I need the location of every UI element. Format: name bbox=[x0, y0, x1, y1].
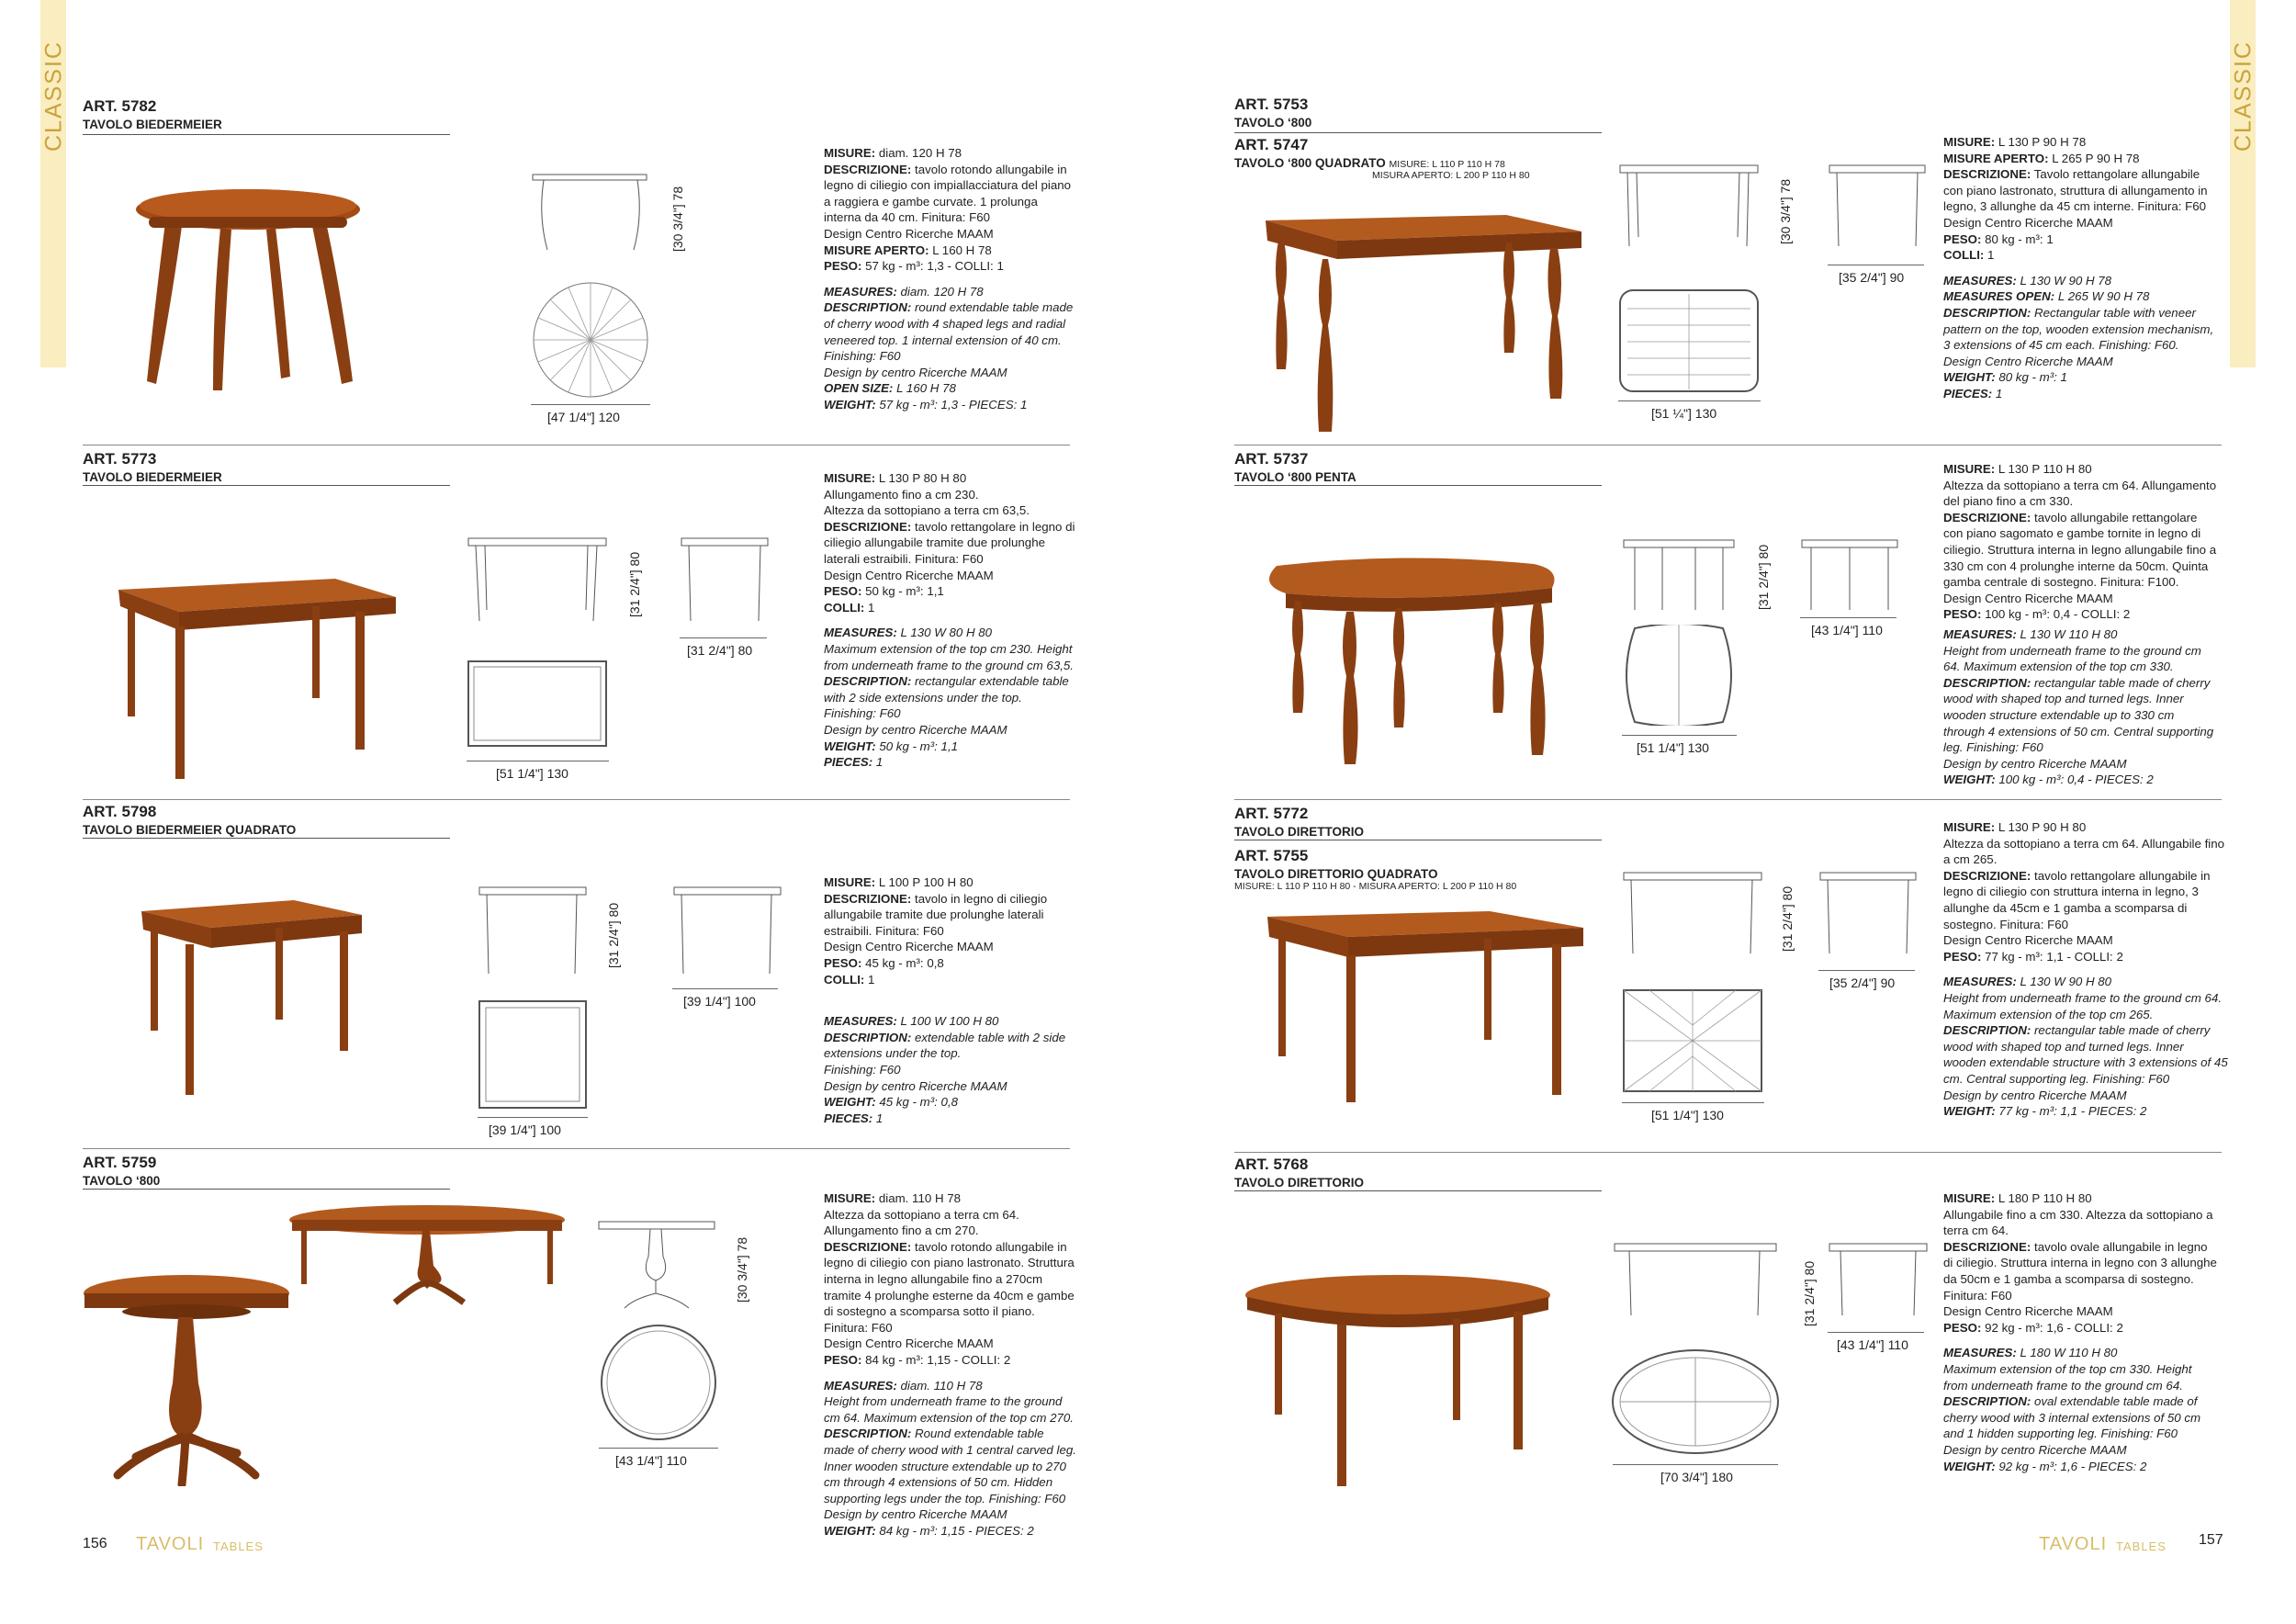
drawing-top-5782 bbox=[531, 280, 650, 400]
desc-en: MEASURES: diam. 120 H 78 DESCRIPTION: round extendable table made of cherry wood with 4 shaped legs and radial veneered top. 1 internal extension of 40 cm. Finishing: F60 Design by centro Ricerche MAAM OPEN SIZE: L 160 H 78 WEIGHT: 57 kg - m³: 1,3 - PIECES: 1 bbox=[824, 284, 1074, 412]
section-divider bbox=[83, 799, 1070, 800]
drawing-side-5798 bbox=[478, 885, 588, 977]
product-name: TAVOLO ‘800 QUADRATO MISURE: L 110 P 110 H 78 bbox=[1234, 156, 1505, 170]
description-5773 bbox=[824, 470, 1076, 771]
measures-line: MISURE: L 110 P 110 H 78 bbox=[1389, 159, 1505, 170]
dim-depth-5798: [39 1/4"] 100 bbox=[683, 994, 756, 1009]
dim-width-5755: [51 1/4"] 130 bbox=[1651, 1108, 1724, 1122]
title-underline bbox=[83, 485, 450, 486]
footer-title-right: TAVOLI bbox=[2039, 1534, 2108, 1554]
description-5737 bbox=[1943, 461, 2219, 788]
dim-width-5773: [51 1/4"] 130 bbox=[496, 766, 568, 781]
product-photo-5768 bbox=[1242, 1273, 1554, 1490]
drawing-front-5755 bbox=[1818, 871, 1918, 957]
desc-en: MEASURES: diam. 110 H 78 Height from underneath frame to the ground cm 64. Maximum extension of the top cm 270. DESCRIPTION: Round extendable table made of cherry wood with 1 central carved leg. Inner wooden structure extendable up to 270 cm through 4 extensions of 50 cm. Hidden supporting legs under the top. Finishing: F60 Design by centro Ricerche MAAM WEIGHT: 84 kg - m³: 1,15 - PIECES: 2 bbox=[824, 1378, 1076, 1538]
description-5759 bbox=[824, 1190, 1076, 1539]
title-underline bbox=[1234, 1190, 1602, 1191]
art-number: ART. 5759 bbox=[83, 1154, 157, 1171]
product-name: TAVOLO BIEDERMEIER bbox=[83, 118, 222, 131]
product-photo-5773 bbox=[115, 579, 400, 781]
product-photo-5759 bbox=[81, 1273, 292, 1486]
dim-line bbox=[1828, 1332, 1924, 1333]
dim-height-5747: [30 3/4"] 78 bbox=[1778, 178, 1793, 244]
description-5772 bbox=[1943, 819, 2228, 1120]
product-5747 bbox=[1234, 136, 1530, 181]
dim-width-5747: [51 ¼"] 130 bbox=[1651, 406, 1717, 421]
drawing-top-5759 bbox=[599, 1323, 718, 1442]
desc-en: MEASURES: L 130 W 90 H 78 MEASURES OPEN: L 265 W 90 H 78 DESCRIPTION: Rectangular table with veneer pattern on the top, wooden extension mechanism, 3 extensions of 45 cm each. Finishing: F60. Design Centro Ricerche MAAM WEIGHT: 80 kg - m³: 1 PIECES: 1 bbox=[1943, 273, 2214, 400]
desc-en: MEASURES: L 130 W 110 H 80 Height from underneath frame to the ground cm 64. Maximum extension of the top cm 330. DESCRIPTION: rectangular table made of cherry wood with shaped top and turned legs. Inner wooden structure extendable up to 330 cm through 4 extensions of 50 cm. Central supporting leg. Finishing: F60 Design by centro Ricerche MAAM WEIGHT: 100 kg - m³: 0,4 - PIECES: 2 bbox=[1943, 626, 2214, 787]
product-name: TAVOLO ‘800 bbox=[83, 1174, 161, 1188]
title-underline bbox=[83, 1189, 450, 1190]
dim-line bbox=[599, 1448, 718, 1449]
title-underline bbox=[1234, 485, 1602, 486]
dim-depth-5773: [31 2/4"] 80 bbox=[687, 643, 753, 658]
dim-line bbox=[1618, 400, 1761, 401]
side-label-right: CLASSIC bbox=[2230, 40, 2257, 152]
dim-width-5782: [47 1/4"] 120 bbox=[547, 410, 620, 424]
product-5753 bbox=[1234, 96, 1311, 130]
side-label-left: CLASSIC bbox=[40, 40, 67, 152]
desc-en: MEASURES: L 130 W 90 H 80 Height from underneath frame to the ground cm 64. Maximum extension of the top cm 265. DESCRIPTION: rectangular table made of cherry wood with shaped top and turned legs. Inner wooden extendable structure with 3 extensions of 45 cm. Central supporting leg. Finishing: F60 Design by centro Ricerche MAAM WEIGHT: 77 kg - m³: 1,1 - PIECES: 2 bbox=[1943, 975, 2228, 1119]
desc-it: MISURE: L 130 P 110 H 80 Altezza da sottopiano a terra cm 64. Allungamento del piano fino a cm 330. DESCRIZIONE: tavolo allungabile rettangolare con piano sagomato e gambe tornite in legno di ciliegio. Struttura interna in legno allungabile fino a 330 cm con 4 prolunghe interne da 50cm. Quinta gamba centrale di sostegno. Finitura: F100. Design Centro Ricerche MAAM PESO: 100 kg - m³: 0,4 - COLLI: 2 bbox=[1943, 462, 2217, 622]
drawing-front-5798 bbox=[672, 885, 782, 977]
desc-it: MISURE: L 100 P 100 H 80 DESCRIZIONE: tavolo in legno di ciliegio allungabile tramite due prolunghe laterali estraibili. Finitura: F60 Design Centro Ricerche MAAM PESO: 45 kg - m³: 0,8 COLLI: 1 bbox=[824, 875, 1048, 987]
product-name: TAVOLO DIRETTORIO QUADRATO bbox=[1234, 867, 1438, 881]
art-number: ART. 5755 bbox=[1234, 847, 1309, 864]
dim-width-5798: [39 1/4"] 100 bbox=[489, 1122, 561, 1137]
l: MISURE: diam. 120 H 78 bbox=[824, 146, 962, 160]
drawing-top-5768 bbox=[1611, 1348, 1780, 1455]
art-number: ART. 5773 bbox=[83, 450, 157, 468]
title-underline bbox=[83, 134, 450, 135]
desc-it: MISURE: diam. 120 H 78 DESCRIZIONE: tavolo rotondo allungabile in legno di ciliegio con impiallacciatura del piano a raggiera e gambe curvate. 1 prolunga interna da 40 cm. Finitura: F60 Design Centro Ricerche MAAM MISURE APERTO: L 160 H 78 PESO: 57 kg - m³: 1,3 - COLLI: 1 bbox=[824, 146, 1072, 274]
title-underline bbox=[83, 838, 450, 839]
product-5755 bbox=[1234, 847, 1516, 892]
desc-it: MISURE: L 130 P 90 H 78 MISURE APERTO: L 265 P 90 H 78 DESCRIZIONE: Tavolo rettangolare allungabile con piano lastronato, struttura di allungamento in legno, 3 allunghe da 45 cm interne. Finitura: F60 Design Centro Ricerche MAAM PESO: 80 kg - m³: 1 COLLI: 1 bbox=[1943, 135, 2208, 263]
dim-depth-5768: [43 1/4"] 110 bbox=[1837, 1337, 1908, 1352]
dim-line bbox=[672, 988, 778, 989]
product-photo-5782 bbox=[129, 184, 367, 404]
dim-line bbox=[478, 1117, 588, 1118]
product-5782 bbox=[83, 97, 222, 131]
art-number: ART. 5768 bbox=[1234, 1156, 1309, 1173]
dim-width-5759: [43 1/4"] 110 bbox=[615, 1453, 687, 1468]
product-name: TAVOLO ‘800 PENTA bbox=[1234, 470, 1356, 484]
dim-line bbox=[1818, 970, 1915, 971]
drawing-side-5755 bbox=[1622, 871, 1764, 957]
dim-width-5768: [70 3/4"] 180 bbox=[1660, 1470, 1733, 1484]
art-number: ART. 5747 bbox=[1234, 136, 1309, 153]
desc-it: MISURE: diam. 110 H 78 Altezza da sottopiano a terra cm 64. Allungamento fino a cm 270. DESCRIZIONE: tavolo rotondo allungabile in legno di ciliegio con piano lastronato. Struttura interna in legno allungabile fino a 270cm tramite 4 prolunghe esterne da 40cm e gambe di sostegno a scomparsa sotto il piano. Finitura: F60 Design Centro Ricerche MAAM PESO: 84 kg - m³: 1,15 - COLLI: 2 bbox=[824, 1191, 1075, 1367]
measures-open-line: MISURA APERTO: L 200 P 110 H 80 bbox=[1372, 170, 1530, 181]
measures-line: MISURE: L 110 P 110 H 80 - MISURA APERTO: L 200 P 110 H 80 bbox=[1234, 881, 1517, 892]
desc-it: MISURE: L 130 P 80 H 80 Allungamento fino a cm 230. Altezza da sottopiano a terra cm 63,5. DESCRIZIONE: tavolo rettangolare in legno di ciliegio allungabile tramite due prolunghe laterali estraibili. Finitura: F60 Design Centro Ricerche MAAM PESO: 50 kg - m³: 1,1 COLLI: 1 bbox=[824, 471, 1075, 615]
dim-depth-5755: [35 2/4"] 90 bbox=[1829, 976, 1896, 990]
drawing-side-5737 bbox=[1622, 538, 1737, 614]
desc-en: MEASURES: L 130 W 80 H 80 Maximum extension of the top cm 230. Height from underneath frame to the ground cm 63,5. DESCRIPTION: rectangular extendable table with 2 side extensions under the top. Finishing: F60 Design by centro Ricerche MAAM WEIGHT: 50 kg - m³: 1,1 PIECES: 1 bbox=[824, 626, 1075, 770]
dim-depth-5747: [35 2/4"] 90 bbox=[1839, 270, 1905, 285]
product-5773 bbox=[83, 450, 222, 484]
title-underline bbox=[1234, 132, 1602, 133]
product-name: TAVOLO DIRETTORIO bbox=[1234, 1176, 1364, 1190]
drawing-top-5737 bbox=[1622, 625, 1737, 726]
footer-title-left: TAVOLI bbox=[136, 1534, 205, 1554]
section-divider bbox=[83, 1148, 1070, 1149]
drawing-side-5747 bbox=[1618, 164, 1761, 251]
art-number: ART. 5798 bbox=[83, 803, 157, 820]
drawing-front-5747 bbox=[1828, 164, 1927, 251]
desc-it: MISURE: L 130 P 90 H 80 Altezza da sottopiano a terra cm 64. Allungabile fino a cm 265. DESCRIZIONE: tavolo rettangolare allungabile in legno di ciliegio con struttura interna in legno, 3 allunghe da 45cm e 1 gamba a scomparsa di sostegno. Finitura: F60 Design Centro Ricerche MAAM PESO: 77 kg - m³: 1,1 - COLLI: 2 bbox=[1943, 820, 2225, 964]
dim-height-5768: [31 2/4"] 80 bbox=[1802, 1260, 1817, 1326]
dim-depth-5737: [43 1/4"] 110 bbox=[1811, 623, 1883, 637]
section-divider bbox=[1234, 1152, 2222, 1153]
product-5737 bbox=[1234, 450, 1356, 484]
product-photo-5737 bbox=[1258, 557, 1561, 768]
art-number: ART. 5772 bbox=[1234, 805, 1309, 822]
dim-width-5737: [51 1/4"] 130 bbox=[1637, 740, 1709, 755]
product-5768 bbox=[1234, 1156, 1364, 1190]
product-photo-5755 bbox=[1260, 911, 1591, 1104]
dim-line bbox=[680, 637, 767, 638]
product-name: TAVOLO DIRETTORIO bbox=[1234, 825, 1364, 839]
footer-subtitle-right: TABLES bbox=[2116, 1539, 2167, 1553]
dim-line bbox=[1613, 1464, 1778, 1465]
dim-line bbox=[531, 404, 650, 405]
dim-height-5737: [31 2/4"] 80 bbox=[1756, 544, 1771, 610]
drawing-side-5759 bbox=[597, 1220, 716, 1312]
desc-en: MEASURES: L 180 W 110 H 80 Maximum extension of the top cm 330. Height from underneath frame to the ground cm 64. DESCRIPTION: oval extendable table made of cherry wood with 3 internal extensions of 50 cm and 1 hidden supporting leg. Finishing: F60 Design by centro Ricerche MAAM WEIGHT: 92 kg - m³: 1,6 - PIECES: 2 bbox=[1943, 1346, 2201, 1473]
description-5782 bbox=[824, 145, 1076, 413]
drawing-side-5782 bbox=[531, 171, 650, 254]
dim-line bbox=[1622, 1102, 1764, 1103]
drawing-top-5747 bbox=[1618, 288, 1761, 394]
drawing-side-5768 bbox=[1613, 1242, 1778, 1319]
drawing-side-5773 bbox=[467, 536, 609, 624]
dim-height-5759: [30 3/4"] 78 bbox=[735, 1236, 749, 1303]
drawing-front-5737 bbox=[1800, 538, 1899, 614]
footer-subtitle-left: TABLES bbox=[213, 1539, 264, 1553]
product-photo-5759-open bbox=[285, 1201, 569, 1312]
dim-line bbox=[1622, 735, 1737, 736]
desc-en: MEASURES: L 100 W 100 H 80 DESCRIPTION: extendable table with 2 side extensions under the top. Finishing: F60 Design by centro Ricerche MAAM WEIGHT: 45 kg - m³: 0,8 PIECES: 1 bbox=[824, 1014, 1066, 1125]
dim-height-5755: [31 2/4"] 80 bbox=[1780, 885, 1795, 952]
dim-height-5798: [31 2/4"] 80 bbox=[606, 902, 621, 968]
drawing-front-5773 bbox=[680, 536, 771, 624]
drawing-top-5755 bbox=[1622, 988, 1764, 1094]
product-5759 bbox=[83, 1154, 160, 1188]
product-5798 bbox=[83, 803, 296, 837]
section-divider bbox=[1234, 799, 2222, 800]
description-5747 bbox=[1943, 134, 2219, 402]
drawing-top-5798 bbox=[478, 999, 588, 1110]
dim-height-5782: [30 3/4"] 78 bbox=[670, 186, 685, 252]
product-name: TAVOLO ‘800 bbox=[1234, 116, 1312, 130]
product-name: TAVOLO BIEDERMEIER bbox=[83, 470, 222, 484]
art-number: ART. 5737 bbox=[1234, 450, 1309, 468]
description-5768 bbox=[1943, 1190, 2219, 1474]
dim-height-5773: [31 2/4"] 80 bbox=[627, 551, 642, 617]
page-number-left: 156 bbox=[83, 1536, 107, 1551]
description-5798 bbox=[824, 874, 1076, 1126]
product-photo-5747 bbox=[1258, 215, 1589, 435]
page-number-right: 157 bbox=[2199, 1532, 2223, 1548]
art-number: ART. 5753 bbox=[1234, 96, 1309, 113]
product-photo-5798 bbox=[138, 900, 367, 1098]
product-name: TAVOLO BIEDERMEIER QUADRATO bbox=[83, 823, 297, 837]
art-number: ART. 5782 bbox=[83, 97, 157, 115]
drawing-top-5773 bbox=[467, 660, 609, 748]
desc-it: MISURE: L 180 P 110 H 80 Allungabile fino a cm 330. Altezza da sottopiano a terra cm 64. DESCRIZIONE: tavolo ovale allungabile in legno di ciliegio. Struttura interna in legno con 3 allunghe da 50cm e 1 gamba a scomparsa di sostegno. Finitura: F60 Design Centro Ricerche MAAM PESO: 92 kg - m³: 1,6 - COLLI: 2 bbox=[1943, 1191, 2217, 1335]
product-5772 bbox=[1234, 805, 1364, 839]
drawing-front-5768 bbox=[1828, 1242, 1929, 1319]
dim-line bbox=[1800, 617, 1896, 618]
